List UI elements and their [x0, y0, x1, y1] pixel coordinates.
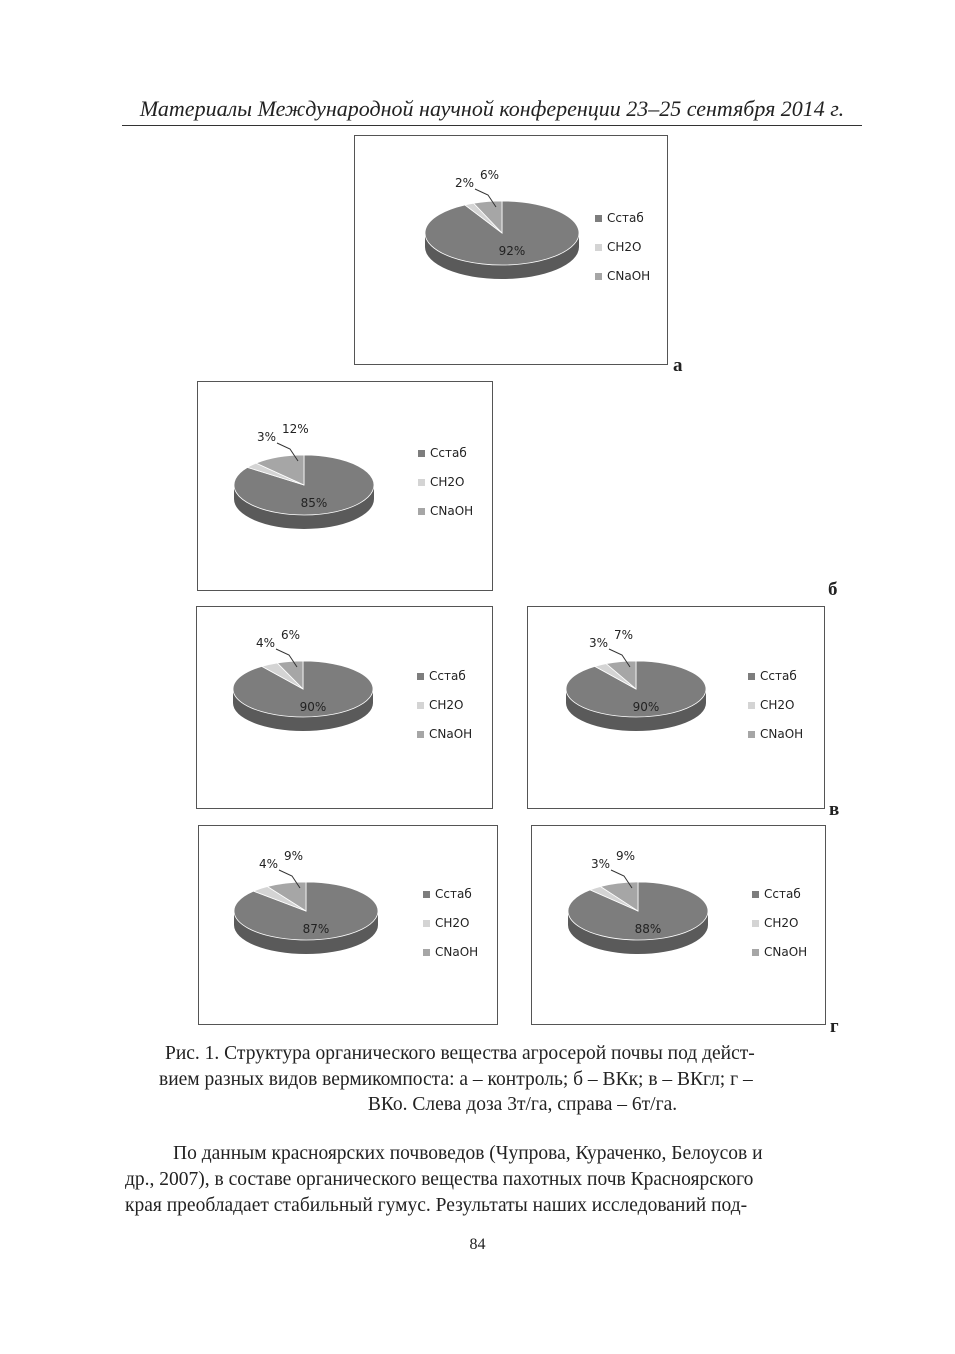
legend-swatch-h2o	[595, 244, 602, 251]
slice-label-h2o: 3%	[588, 636, 608, 650]
slice-label-stab: 90%	[299, 700, 327, 714]
legend-label-stab: Сстаб	[764, 887, 801, 901]
panel-letter-v: в	[829, 799, 840, 820]
slice-label-naoh: 6%	[480, 168, 500, 182]
slice-label-h2o: 3%	[590, 857, 610, 871]
figure-caption	[159, 1041, 860, 1118]
legend-label-naoh: CNaOH	[607, 269, 651, 283]
legend-label-h2o: CH2O	[435, 916, 470, 930]
running-header: Материалы Международной научной конференции 23–25 сентября 2014 г.	[139, 96, 845, 121]
legend-label-naoh: CNaOH	[429, 727, 473, 741]
body-line-2: др., 2007), в составе органического вещества пахотных почв Красноярского	[125, 1169, 754, 1190]
legend-swatch-naoh	[423, 949, 430, 956]
chart-v-left	[196, 606, 493, 809]
pie-svg	[355, 136, 667, 364]
legend-label-stab: Сстаб	[607, 211, 644, 225]
legend-label-naoh: CNaOH	[760, 727, 804, 741]
slice-label-h2o: 3%	[256, 430, 276, 444]
legend-swatch-stab	[417, 673, 424, 680]
legend-swatch-h2o	[417, 702, 424, 709]
legend-swatch-naoh	[752, 949, 759, 956]
slice-label-stab: 88%	[634, 922, 662, 936]
pie-svg	[199, 826, 497, 1024]
legend-swatch-naoh	[418, 508, 425, 515]
slice-label-naoh: 6%	[281, 628, 301, 642]
chart-g-right	[531, 825, 826, 1025]
caption-line-2: вием разных видов вермикомпоста: а – контроль; б – ВКк; в – ВКгл; г –	[159, 1068, 753, 1090]
body-line-3: края преобладает стабильный гумус. Результаты наших исследований под-	[125, 1195, 748, 1216]
legend-swatch-stab	[418, 450, 425, 457]
legend-label-naoh: CNaOH	[764, 945, 808, 959]
panel-letter-a: а	[673, 355, 683, 376]
legend-label-h2o: CH2O	[764, 916, 799, 930]
caption-line-1: Рис. 1. Структура органического вещества агросерой почвы под дейст-	[165, 1043, 755, 1064]
pie-svg	[197, 607, 492, 808]
header-rule	[122, 125, 862, 126]
legend-swatch-stab	[423, 891, 430, 898]
legend-label-stab: Сстаб	[760, 669, 797, 683]
legend-label-h2o: CH2O	[607, 240, 642, 254]
pie-svg	[528, 607, 824, 808]
pie-svg	[532, 826, 825, 1024]
slice-label-h2o: 4%	[258, 857, 278, 871]
legend-swatch-naoh	[748, 731, 755, 738]
legend-swatch-h2o	[752, 920, 759, 927]
chart-v-right	[527, 606, 825, 809]
slice-label-stab: 87%	[302, 922, 330, 936]
legend-swatch-stab	[748, 673, 755, 680]
legend-swatch-h2o	[748, 702, 755, 709]
chart-a	[354, 135, 668, 365]
legend-label-stab: Сстаб	[429, 669, 466, 683]
chart-b	[197, 381, 493, 591]
slice-label-stab: 85%	[300, 496, 328, 510]
chart-g-left	[198, 825, 498, 1025]
legend-swatch-h2o	[423, 920, 430, 927]
legend-swatch-h2o	[418, 479, 425, 486]
legend-label-stab: Сстаб	[435, 887, 472, 901]
legend-label-h2o: CH2O	[430, 475, 465, 489]
slice-label-naoh: 9%	[616, 849, 636, 863]
slice-label-stab: 92%	[498, 244, 526, 258]
page-number: 84	[469, 1236, 486, 1253]
slice-label-stab: 90%	[632, 700, 660, 714]
legend-swatch-stab	[595, 215, 602, 222]
slice-label-naoh: 9%	[284, 849, 304, 863]
slice-label-naoh: 7%	[614, 628, 634, 642]
legend-swatch-naoh	[595, 273, 602, 280]
legend-label-h2o: CH2O	[429, 698, 464, 712]
caption-line-3: ВКо. Слева доза 3т/га, справа – 6т/га.	[367, 1094, 678, 1115]
slice-label-naoh: 12%	[282, 422, 309, 436]
body-line-1: По данным красноярских почвоведов (Чупрова, Кураченко, Белоусов и	[173, 1143, 763, 1164]
panel-letter-g: г	[830, 1016, 839, 1037]
legend-label-naoh: CNaOH	[435, 945, 479, 959]
body-paragraph	[125, 1141, 860, 1219]
legend-label-naoh: CNaOH	[430, 504, 474, 518]
legend-swatch-stab	[752, 891, 759, 898]
pie-svg	[198, 382, 492, 590]
legend-label-stab: Сстаб	[430, 446, 467, 460]
panel-letter-b: б	[828, 579, 838, 600]
legend-swatch-naoh	[417, 731, 424, 738]
slice-label-h2o: 4%	[255, 636, 275, 650]
slice-label-h2o: 2%	[454, 176, 474, 190]
legend-label-h2o: CH2O	[760, 698, 795, 712]
